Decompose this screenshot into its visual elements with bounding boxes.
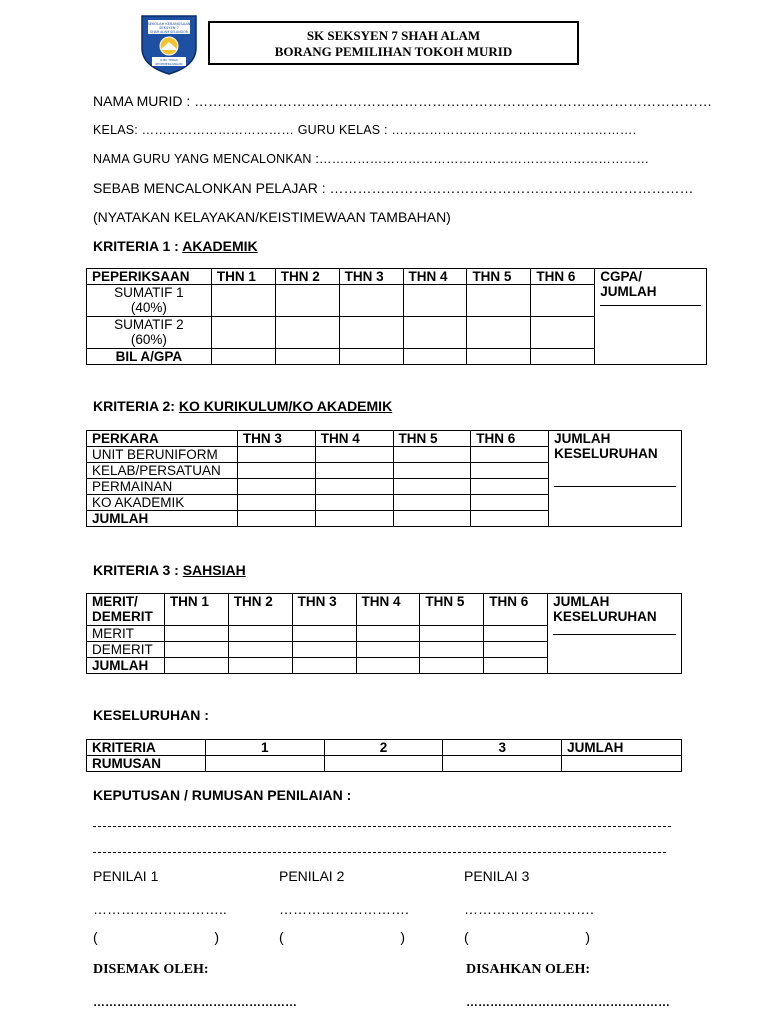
cell[interactable] bbox=[339, 317, 403, 349]
penilai2-label: PENILAI 2 bbox=[279, 868, 345, 884]
cell[interactable] bbox=[211, 349, 275, 365]
header-thn3: THN 3 bbox=[237, 431, 315, 447]
cgpa-label: CGPA/ bbox=[600, 269, 642, 284]
logo-text-5: KECEMERLANGAN bbox=[155, 62, 183, 66]
header-thn4: THN 4 bbox=[315, 431, 393, 447]
row-ko-akademik: KO AKADEMIK bbox=[87, 495, 238, 511]
cell[interactable] bbox=[275, 349, 339, 365]
cgpa-jumlah-cell[interactable] bbox=[595, 269, 707, 365]
cell[interactable] bbox=[356, 642, 420, 658]
cell[interactable] bbox=[420, 658, 484, 674]
table-kokurikulum bbox=[86, 430, 682, 527]
row-unit-beruniform: UNIT BERUNIFORM bbox=[87, 447, 238, 463]
cell[interactable] bbox=[164, 626, 228, 642]
header-jumlah: JUMLAH bbox=[562, 740, 682, 756]
penilai1-label: PENILAI 1 bbox=[93, 868, 159, 884]
cell[interactable] bbox=[237, 447, 315, 463]
cell[interactable] bbox=[339, 285, 403, 317]
sebab-field[interactable]: SEBAB MENCALONKAN PELAJAR : …………………………………………………………………… bbox=[93, 180, 694, 196]
header-thn1: THN 1 bbox=[211, 269, 275, 285]
cell[interactable] bbox=[315, 511, 393, 527]
cgpa-underline bbox=[600, 305, 701, 306]
penilai1-signature-line[interactable]: ……………………….. bbox=[93, 901, 227, 917]
jumlah-keseluruhan-cell[interactable] bbox=[548, 594, 682, 674]
disemak-signature-line[interactable]: …………………………………………… bbox=[93, 995, 297, 1009]
header-thn1: THN 1 bbox=[164, 594, 228, 626]
header-2: 2 bbox=[324, 740, 443, 756]
cell[interactable] bbox=[292, 626, 356, 642]
cell[interactable] bbox=[484, 626, 548, 642]
header-1: 1 bbox=[205, 740, 324, 756]
header-thn6: THN 6 bbox=[471, 431, 549, 447]
kriteria3-heading bbox=[93, 562, 246, 578]
cell[interactable] bbox=[356, 658, 420, 674]
row-jumlah: JUMLAH bbox=[87, 658, 165, 674]
cell[interactable] bbox=[339, 349, 403, 365]
header-merit-demerit: MERIT/ DEMERIT bbox=[87, 594, 165, 626]
cell[interactable] bbox=[471, 479, 549, 495]
row-sumatif2: SUMATIF 2 (60%) bbox=[87, 317, 212, 349]
cell[interactable] bbox=[275, 317, 339, 349]
cell[interactable] bbox=[237, 511, 315, 527]
cell[interactable] bbox=[292, 658, 356, 674]
cell[interactable] bbox=[484, 658, 548, 674]
penilai3-label: PENILAI 3 bbox=[464, 868, 530, 884]
cell[interactable] bbox=[237, 463, 315, 479]
kriteria1-label: KRITERIA 1 : bbox=[93, 238, 183, 254]
header-thn5: THN 5 bbox=[393, 431, 471, 447]
cell[interactable] bbox=[275, 285, 339, 317]
header-thn5: THN 5 bbox=[467, 269, 531, 285]
cell[interactable] bbox=[420, 642, 484, 658]
kriteria3-name: SAHSIAH bbox=[182, 562, 246, 578]
jumlah-label: JUMLAH bbox=[553, 594, 610, 609]
school-name: SK SEKSYEN 7 SHAH ALAM bbox=[306, 28, 481, 43]
row-demerit: DEMERIT bbox=[87, 642, 165, 658]
cell[interactable] bbox=[211, 285, 275, 317]
cell[interactable] bbox=[562, 756, 682, 772]
keseluruhan-heading: KESELURUHAN : bbox=[93, 707, 209, 723]
penilai2-name-field[interactable]: ( ) bbox=[279, 929, 406, 945]
cell[interactable] bbox=[205, 756, 324, 772]
keputusan-line-1[interactable] bbox=[93, 826, 671, 827]
header-thn2: THN 2 bbox=[228, 594, 292, 626]
cell[interactable] bbox=[228, 626, 292, 642]
cell[interactable] bbox=[471, 447, 549, 463]
cell[interactable] bbox=[315, 447, 393, 463]
logo-text-2: SEKSYEN 7 bbox=[159, 26, 179, 30]
kriteria2-label: KRITERIA 2: bbox=[93, 398, 179, 414]
cell[interactable] bbox=[292, 642, 356, 658]
cell[interactable] bbox=[403, 285, 467, 317]
keputusan-line-2[interactable] bbox=[93, 852, 666, 853]
keputusan-heading: KEPUTUSAN / RUMUSAN PENILAIAN : bbox=[93, 787, 352, 803]
header-thn6: THN 6 bbox=[484, 594, 548, 626]
cell[interactable] bbox=[467, 285, 531, 317]
cell[interactable] bbox=[324, 756, 443, 772]
logo-text-3: SHAH ALAM SELANGOR bbox=[150, 30, 188, 34]
row-jumlah: JUMLAH bbox=[87, 511, 238, 527]
cell[interactable] bbox=[228, 642, 292, 658]
header-thn6: THN 6 bbox=[531, 269, 595, 285]
cell[interactable] bbox=[443, 756, 562, 772]
row-sumatif1: SUMATIF 1 (40%) bbox=[87, 285, 212, 317]
nama-murid-field[interactable]: NAMA MURID : ………………………………………………………………………………………………… bbox=[93, 93, 713, 109]
header-thn4: THN 4 bbox=[356, 594, 420, 626]
kelas-field[interactable]: KELAS: ……………………………… GURU KELAS : …………………………………………………. bbox=[93, 123, 637, 137]
cell[interactable] bbox=[393, 447, 471, 463]
cell[interactable] bbox=[356, 626, 420, 642]
header-peperiksaan: PEPERIKSAAN bbox=[87, 269, 212, 285]
cell[interactable] bbox=[471, 463, 549, 479]
penilai3-name-field[interactable]: ( ) bbox=[464, 929, 591, 945]
row-rumusan: RUMUSAN bbox=[87, 756, 206, 772]
cell[interactable] bbox=[211, 317, 275, 349]
disemak-label: DISEMAK OLEH: bbox=[93, 962, 209, 977]
row-permainan: PERMAINAN bbox=[87, 479, 238, 495]
header-thn4: THN 4 bbox=[403, 269, 467, 285]
disahkan-signature-line[interactable]: …………………………………………… bbox=[466, 995, 670, 1009]
jumlah-underline bbox=[554, 486, 676, 487]
header-3: 3 bbox=[443, 740, 562, 756]
cell[interactable] bbox=[315, 463, 393, 479]
kriteria1-name: AKADEMIK bbox=[182, 238, 258, 254]
header-thn3: THN 3 bbox=[292, 594, 356, 626]
row-kelab-persatuan: KELAB/PERSATUAN bbox=[87, 463, 238, 479]
form-title: BORANG PEMILIHAN TOKOH MURID bbox=[274, 44, 513, 59]
cell[interactable] bbox=[531, 285, 595, 317]
kriteria2-heading bbox=[93, 398, 392, 414]
cell[interactable] bbox=[403, 349, 467, 365]
cell[interactable] bbox=[467, 317, 531, 349]
jumlah-underline bbox=[553, 634, 676, 635]
cell[interactable] bbox=[164, 642, 228, 658]
header-kriteria: KRITERIA bbox=[87, 740, 206, 756]
cell[interactable] bbox=[393, 463, 471, 479]
logo-text-4: ILMU TERAS bbox=[160, 58, 178, 62]
cell[interactable] bbox=[531, 349, 595, 365]
cell[interactable] bbox=[393, 495, 471, 511]
cell[interactable] bbox=[393, 479, 471, 495]
cell[interactable] bbox=[484, 642, 548, 658]
cell[interactable] bbox=[228, 658, 292, 674]
row-merit: MERIT bbox=[87, 626, 165, 642]
header-thn3: THN 3 bbox=[339, 269, 403, 285]
table-akademik bbox=[86, 268, 707, 365]
header-perkara: PERKARA bbox=[87, 431, 238, 447]
form-title-box bbox=[208, 21, 579, 65]
cell[interactable] bbox=[531, 317, 595, 349]
kriteria1-heading bbox=[93, 238, 258, 254]
kriteria2-name: KO KURIKULUM/KO AKADEMIK bbox=[178, 398, 393, 414]
cell[interactable] bbox=[393, 511, 471, 527]
cell[interactable] bbox=[315, 479, 393, 495]
header-thn5: THN 5 bbox=[420, 594, 484, 626]
nyatakan-note: (NYATAKAN KELAYAKAN/KEISTIMEWAAN TAMBAHAN) bbox=[93, 209, 451, 225]
cell[interactable] bbox=[471, 511, 549, 527]
kriteria3-label: KRITERIA 3 : bbox=[93, 562, 183, 578]
cell[interactable] bbox=[237, 495, 315, 511]
cell[interactable] bbox=[467, 349, 531, 365]
cell[interactable] bbox=[315, 495, 393, 511]
jumlah-keseluruhan-cell[interactable] bbox=[549, 431, 682, 527]
jumlah-label: JUMLAH bbox=[554, 431, 611, 446]
cell[interactable] bbox=[471, 495, 549, 511]
cell[interactable] bbox=[403, 317, 467, 349]
row-bil-gpa: BIL A/GPA bbox=[87, 349, 212, 365]
cell[interactable] bbox=[237, 479, 315, 495]
table-keseluruhan bbox=[86, 739, 682, 772]
jumlah-label: JUMLAH bbox=[600, 284, 657, 299]
header-thn2: THN 2 bbox=[275, 269, 339, 285]
table-sahsiah bbox=[86, 593, 682, 674]
penilai1-name-field[interactable]: ( ) bbox=[93, 929, 220, 945]
keseluruhan-label: KESELURUHAN bbox=[553, 609, 657, 624]
disahkan-label: DISAHKAN OLEH: bbox=[466, 962, 591, 977]
cell[interactable] bbox=[420, 626, 484, 642]
keseluruhan-label: KESELURUHAN bbox=[554, 446, 658, 461]
logo-text-1: SEKOLAH KEBANGSAAN bbox=[147, 22, 191, 26]
nama-guru-field[interactable]: NAMA GURU YANG MENCALONKAN :…………………………………………………………………… bbox=[93, 152, 650, 166]
penilai2-signature-line[interactable]: ………………………. bbox=[279, 901, 409, 917]
cell[interactable] bbox=[164, 658, 228, 674]
penilai3-signature-line[interactable]: ………………………. bbox=[464, 901, 594, 917]
school-logo bbox=[138, 14, 200, 76]
